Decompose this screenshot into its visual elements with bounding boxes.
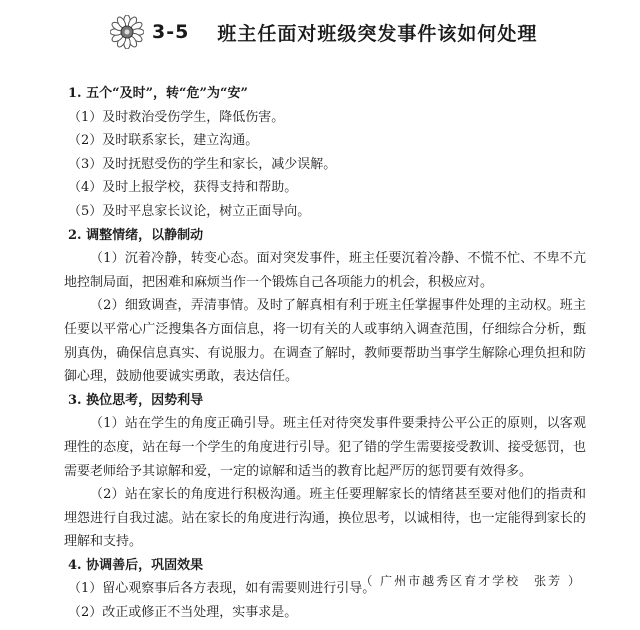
heading-section-1: 1. 五个“及时”，转“危”为“安”	[68, 86, 248, 101]
list-item: （2）及时联系家长，建立沟通。	[68, 133, 259, 149]
list-item: （1）及时救治受伤学生，降低伤害。	[68, 109, 285, 125]
heading-section-2: 2. 调整情绪，以静制动	[68, 227, 204, 243]
paragraph: （2）细致调查，弄清事情。及时了解真相有利于班主任掌握事件处理的主动权。班主任要以平常心广泛搜集各方面信息，将一切有关的人或事纳入调查范围，仔细综合分析，甄别真伪，确保信息真实、有说服力。在调查了解时，教师要帮助当事学生解除心理负担和防御心理，鼓励他要诚实勇敢，表达信任。	[64, 298, 586, 385]
paragraph: （2）站在家长的角度进行积极沟通。班主任要理解家长的情绪甚至要对他们的指责和埋怨进行自我过滤。站在家长的角度进行沟通，换位思考，以诚相待，也一定能得到家长的理解和支持。	[64, 487, 586, 550]
section-number: 3-5	[152, 21, 190, 43]
paragraph: （1）沉着冷静，转变心态。面对突发事件，班主任要沉着冷静、不慌不忙、不卑不亢地控制局面，把困难和麻烦当作一个锻炼自己各项能力的机会，积极应对。	[64, 251, 586, 290]
section-title: 班主任面对班级突发事件该如何处理	[217, 22, 538, 45]
list-item: （4）及时上报学校，获得支持和帮助。	[68, 180, 298, 196]
article-body	[64, 82, 586, 625]
list-item: （5）及时平息家长议论，树立正面导向。	[68, 203, 311, 219]
list-item: （1）留心观察事后各方表现，如有需要则进行引导。	[68, 581, 376, 597]
list-item: （3）及时抚慰受伤的学生和家长，减少误解。	[68, 156, 337, 172]
author-signature: （ 广州市越秀区育才学校 张芳 ）	[360, 574, 582, 588]
section-header	[110, 14, 537, 50]
paragraph: （1）站在学生的角度正确引导。班主任对待突发事件要秉持公平公正的原则，以客观理性的态度，站在每一个学生的角度进行引导。犯了错的学生需要接受教训、接受惩罚，也需要老师给予其谅解和爱，一定的谅解和适当的教育比起严厉的惩罚要有效得多。	[64, 416, 586, 479]
flower-emblem-icon	[110, 15, 144, 49]
list-item: （2）改正或修正不当处理，实事求是。	[68, 605, 298, 621]
heading-section-3: 3. 换位思考，因势利导	[68, 392, 204, 408]
heading-section-4: 4. 协调善后，巩固效果	[68, 557, 204, 573]
